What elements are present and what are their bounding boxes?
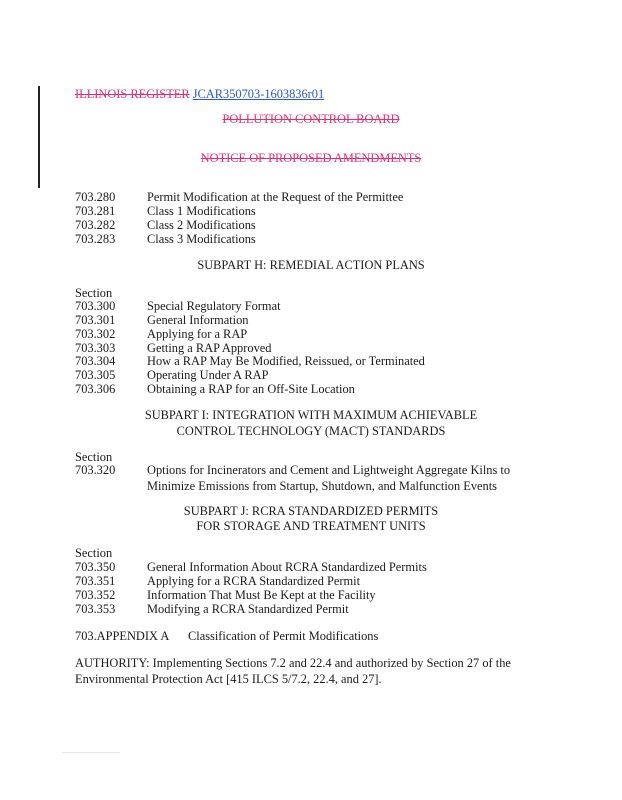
table-row: 703.350 General Information About RCRA Standardized Permits bbox=[75, 560, 427, 574]
subpart-j-heading-2: FOR STORAGE AND TREATMENT UNITS bbox=[196, 519, 426, 533]
appendix-title: Classification of Permit Modifications bbox=[188, 629, 379, 643]
board-title: POLLUTION CONTROL BOARD bbox=[222, 112, 400, 126]
table-row: 703.283 Class 3 Modifications bbox=[75, 232, 256, 246]
table-row: 703.352 Information That Must Be Kept at the Facility bbox=[75, 588, 376, 602]
register-struck: ILLINOIS REGISTER bbox=[75, 87, 190, 101]
table-row: 703.305 Operating Under A RAP bbox=[75, 368, 269, 382]
footer-rule bbox=[62, 752, 120, 753]
table-row: 703.301 General Information bbox=[75, 313, 249, 327]
table-row: 703.302 Applying for a RAP bbox=[75, 327, 248, 341]
section-label: Section bbox=[75, 450, 113, 464]
authority-note: AUTHORITY: Implementing Sections 7.2 and 22.4 and authorized by Section 27 of the Environmental Protection Act [415 ILCS 5/7.2, 22.4, and 27]. bbox=[75, 656, 511, 686]
table-row: 703.303 Getting a RAP Approved bbox=[75, 341, 272, 355]
table-row: 703.282 Class 2 Modifications bbox=[75, 218, 256, 232]
subpart-i-heading-2: CONTROL TECHNOLOGY (MACT) STANDARDS bbox=[176, 424, 446, 438]
table-row-continued: Minimize Emissions from Startup, Shutdown, and Malfunction Events bbox=[147, 479, 498, 493]
table-row: 703.280 Permit Modification at the Request of the Permittee bbox=[75, 190, 404, 204]
subpart-h-heading: SUBPART H: REMEDIAL ACTION PLANS bbox=[197, 258, 425, 272]
change-bar bbox=[38, 86, 40, 188]
table-row: 703.306 Obtaining a RAP for an Off-Site Location bbox=[75, 382, 355, 396]
section-label: Section bbox=[75, 546, 113, 560]
subpart-i-heading-1: SUBPART I: INTEGRATION WITH MAXIMUM ACHIEVABLE bbox=[144, 408, 478, 422]
appendix-row bbox=[75, 629, 378, 644]
appendix-num: 703.APPENDIX A bbox=[75, 629, 170, 643]
table-row: 703.351 Applying for a RCRA Standardized Permit bbox=[75, 574, 361, 588]
register-header bbox=[75, 87, 324, 102]
table-row: 703.320 Options for Incinerators and Cement and Lightweight Aggregate Kilns to bbox=[75, 463, 511, 477]
table-row: 703.281 Class 1 Modifications bbox=[75, 204, 256, 218]
section-label: Section bbox=[75, 286, 113, 300]
table-row: 703.353 Modifying a RCRA Standardized Permit bbox=[75, 602, 349, 616]
notice-title: NOTICE OF PROPOSED AMENDMENTS bbox=[200, 151, 422, 165]
subpart-j-heading-1: SUBPART J: RCRA STANDARDIZED PERMITS bbox=[183, 504, 439, 518]
table-row: 703.300 Special Regulatory Format bbox=[75, 299, 281, 313]
register-inserted: JCAR350703-1603836r01 bbox=[192, 87, 325, 101]
table-row: 703.304 How a RAP May Be Modified, Reissued, or Terminated bbox=[75, 354, 425, 368]
